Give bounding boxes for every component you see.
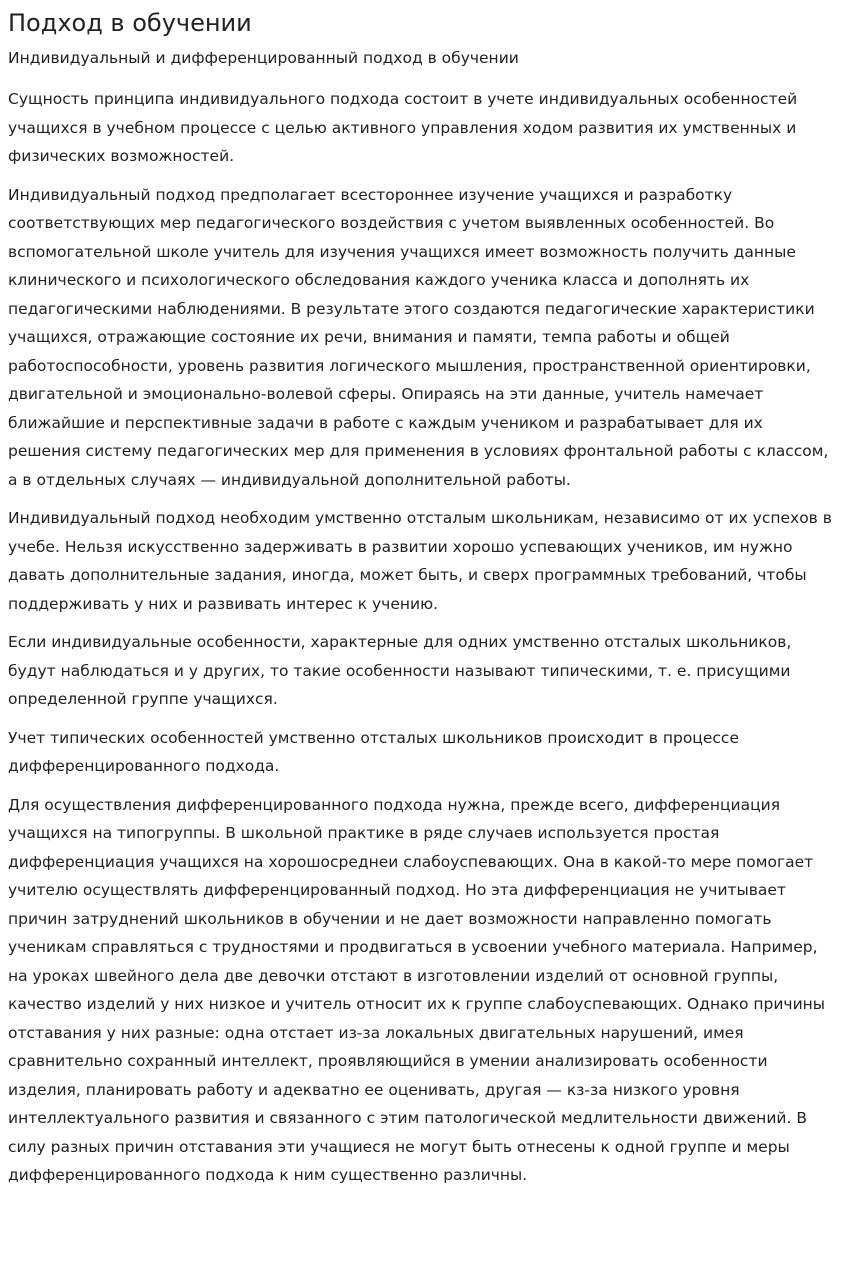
paragraph-5: Учет типических особенностей умственно отсталых школьников происходит в процессе дифференцированного подхода. — [8, 728, 739, 775]
page-title: Подход в обучении — [8, 9, 252, 37]
paragraph-1: Сущность принципа индивидуального подхода состоит в учете индивидуальных особенностей учащихся в учебном процессе с целью активного управления ходом развития их умственных и физических возможностей. — [8, 90, 798, 165]
paragraph-4: Если индивидуальные особенности, характерные для одних умственно отсталых школьников, будут наблюдаться и у других, то такие особенности называют типическими, т. е. присущими определенной группе учащихся. — [8, 633, 792, 708]
paragraph-6: Для осуществления дифференцированного подхода нужна, прежде всего, дифференциация учащихся на типогруппы. В школьной практике в ряде случаев используется простая дифференциация учащихся на хорошосреднеи слабоуспевающих. Она в какой-то мере помогает учителю осуществлять дифференцированный подход. Но эта дифференциация не учитывает причин затруднений школьников в обучении и не дает возможности направленно помогать ученикам справляться с трудностями и продвигаться в усвоении учебного материала. Например, на уроках швейного дела две девочки отстают в изготовлении изделий от основной группы, качество изделий у них низкое и учитель относит их к группе слабоуспевающих. Однако причины отставания у них разные: одна отстает из-за локальных двигательных нарушений, имея сравнительно сохранный интеллект, проявляющийся в умении анализировать особенности изделия, планировать работу и адекватно ее оценивать, другая — кз-за низкого уровня интеллектуального развития и связанного с этим патологической медлительности движений. В силу разных причин отставания эти учащиеся не могут быть отнесены к одной группе и меры дифференцированного подхода к ним существенно различны. — [8, 795, 826, 1184]
paragraph-2: Индивидуальный подход предполагает всестороннее изучение учащихся и разработку соответствующих мер педагогического воздействия с учетом выявленных особенностей. Во вспомогательной школе учитель для изучения учащихся имеет возможность получить данные клинического и психологического обследования каждого ученика класса и дополнять их педагогическими наблюдениями. В результате этого создаются педагогические характеристики учащихся, отражающие состояние их речи, внимания и памяти, темпа работы и общей работоспособности, уровень развития логического мышления, пространственной ориентировки, двигательной и эмоционально-волевой сферы. Опираясь на эти данные, учитель намечает ближайшие и перспективные задачи в работе с каждым учеником и разрабатывает для их решения систему педагогических мер для применения в условиях фронтальной работы с классом, а в отдельных случаях — индивидуальной дополнительной работы. — [8, 185, 829, 489]
article-subtitle: Индивидуальный и дифференцированный подход в обучении — [8, 49, 519, 67]
paragraph-3: Индивидуальный подход необходим умственно отсталым школьникам, независимо от их успехов в учебе. Нельзя искусственно задерживать в развитии хорошо успевающих учеников, им нужно давать дополнительные задания, иногда, может быть, и сверх программных требований, чтобы поддерживать у них и развивать интерес к учению. — [8, 509, 832, 613]
